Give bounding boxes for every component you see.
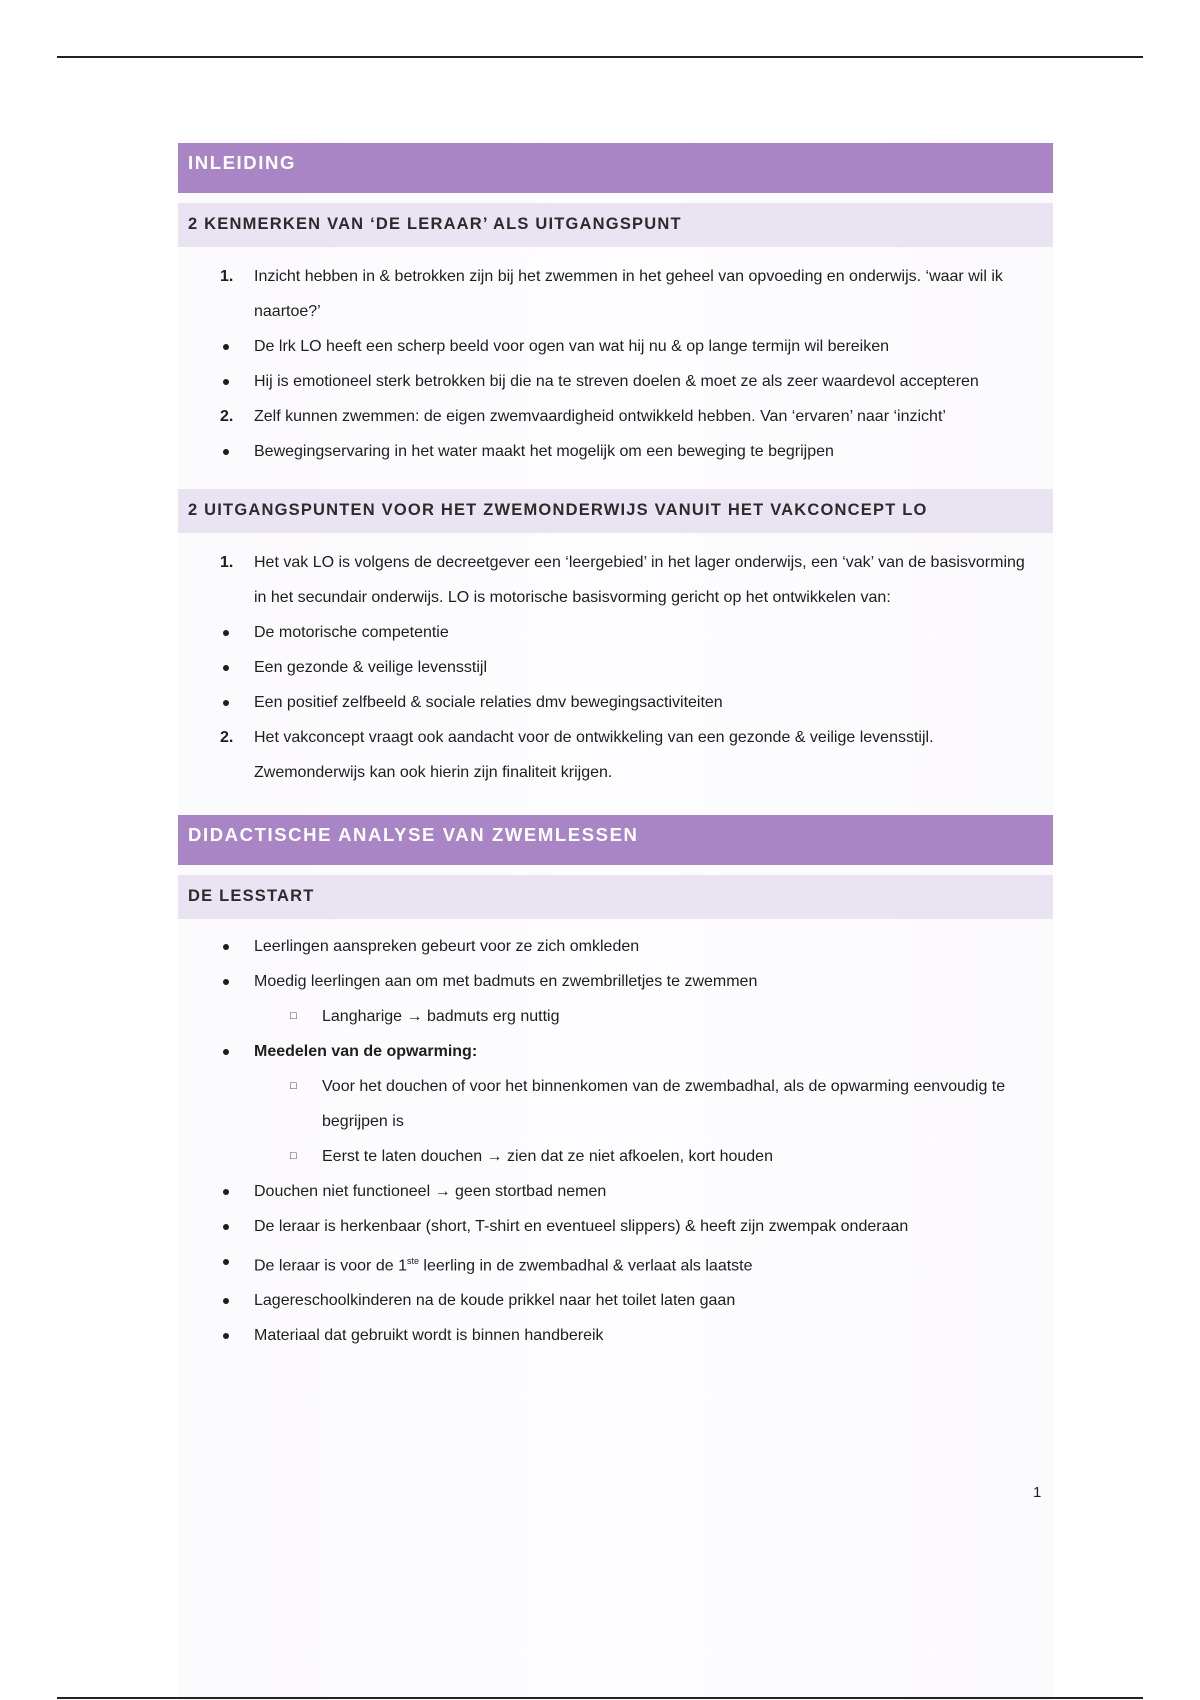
list-item xyxy=(178,1283,1053,1318)
list-item-text: Een positief zelfbeeld & sociale relaties dmv bewegingsactiviteiten xyxy=(254,694,723,711)
list-item xyxy=(178,1318,1053,1353)
list-item-text: De lrk LO heeft een scherp beeld voor ogen van wat hij nu & op lange termijn wil bereiken xyxy=(254,338,890,355)
footer-rule xyxy=(57,1697,1143,1699)
list-item-text: Meedelen van de opwarming: xyxy=(254,1043,478,1060)
list-item xyxy=(178,615,1053,650)
list-item xyxy=(178,259,1053,329)
sub-list-item xyxy=(178,1069,1053,1139)
lesstart-list xyxy=(178,929,1053,1353)
list-item xyxy=(178,720,1053,790)
bullet-icon xyxy=(223,1189,229,1195)
list-item xyxy=(178,1034,1053,1069)
list-item xyxy=(178,1244,1053,1283)
list-item xyxy=(178,1209,1053,1244)
list-item-text: Inzicht hebben in & betrokken zijn bij het zwemmen in het geheel van opvoeding en onderwijs. ‘waar wil ik naartoe?’ xyxy=(254,268,1003,320)
bullet-icon xyxy=(223,665,229,671)
square-bullet-icon: □ xyxy=(290,1150,297,1162)
number-marker: 1. xyxy=(220,268,234,285)
page-number: 1 xyxy=(1033,1484,1042,1501)
list-item-text: Langharige → badmuts erg nuttig xyxy=(322,1008,560,1025)
bullet-icon xyxy=(223,1224,229,1230)
list-item-text: De motorische competentie xyxy=(254,624,449,641)
list-item xyxy=(178,929,1053,964)
bullet-icon xyxy=(223,1259,229,1265)
list-item xyxy=(178,964,1053,999)
list-item-text-start: De leraar is voor de 1 xyxy=(254,1257,407,1275)
heading-inleiding: INLEIDING xyxy=(178,143,1053,193)
list-item-text: De leraar is herkenbaar (short, T-shirt en eventueel slippers) & heeft zijn zwempak onderaan xyxy=(254,1218,909,1235)
bullet-icon xyxy=(223,979,229,985)
bullet-icon xyxy=(223,379,229,385)
list-item-text-end: leerling in de zwembadhal & verlaat als laatste xyxy=(418,1257,753,1275)
bullet-icon xyxy=(223,1298,229,1304)
number-marker: 1. xyxy=(220,554,234,571)
bullet-icon xyxy=(223,944,229,950)
list-item xyxy=(178,685,1053,720)
list-item xyxy=(178,329,1053,364)
kenmerken-list xyxy=(178,259,1053,469)
list-item xyxy=(178,364,1053,399)
list-item-text: Het vak LO is volgens de decreetgever een ‘leergebied’ in het lager onderwijs, een ‘vak’ van de basisvorming in het secundair onderwijs. LO is motorische basisvorming gericht op het ontwikkelen van: xyxy=(254,554,1025,606)
uitgangspunten-list xyxy=(178,545,1053,790)
number-marker: 2. xyxy=(220,729,234,746)
sub-list-item xyxy=(178,999,1053,1034)
list-item-text: Bewegingservaring in het water maakt het mogelijk om een beweging te begrijpen xyxy=(254,443,834,460)
heading-kenmerken: 2 KENMERKEN VAN ‘DE LERAAR’ ALS UITGANGSPUNT xyxy=(178,203,1053,247)
heading-uitgangspunten: 2 UITGANGSPUNTEN VOOR HET ZWEMONDERWIJS VANUIT HET VAKCONCEPT LO xyxy=(178,489,1053,533)
square-bullet-icon: □ xyxy=(290,1010,297,1022)
list-item-text: Het vakconcept vraagt ook aandacht voor de ontwikkeling van een gezonde & veilige levensstijl. Zwemonderwijs kan ook hierin zijn finaliteit krijgen. xyxy=(254,729,934,781)
list-item-text: Materiaal dat gebruikt wordt is binnen handbereik xyxy=(254,1327,604,1345)
sub-list-item xyxy=(178,1139,1053,1174)
list-item-text: Lagereschoolkinderen na de koude prikkel naar het toilet laten gaan xyxy=(254,1292,736,1310)
number-marker: 2. xyxy=(220,408,234,425)
list-item-text: Eerst te laten douchen → zien dat ze niet afkoelen, kort houden xyxy=(322,1148,773,1165)
list-item-text: Moedig leerlingen aan om met badmuts en zwembrilletjes te zwemmen xyxy=(254,973,758,990)
list-item xyxy=(178,545,1053,615)
bullet-icon xyxy=(223,630,229,636)
heading-lesstart: DE LESSTART xyxy=(178,875,1053,919)
list-item xyxy=(178,1174,1053,1209)
list-item xyxy=(178,650,1053,685)
bullet-icon xyxy=(223,1049,229,1055)
document-body xyxy=(178,143,1053,1353)
list-item-text: Voor het douchen of voor het binnenkomen van de zwembadhal, als de opwarming eenvoudig te begrijpen is xyxy=(322,1078,1006,1130)
superscript-ste: ste xyxy=(406,1256,419,1266)
bullet-icon xyxy=(223,700,229,706)
list-item-text: Leerlingen aanspreken gebeurt voor ze zich omkleden xyxy=(254,938,640,955)
square-bullet-icon: □ xyxy=(290,1080,297,1092)
heading-didactische-analyse: DIDACTISCHE ANALYSE VAN ZWEMLESSEN xyxy=(178,815,1053,865)
header-rule xyxy=(57,56,1143,58)
bullet-icon xyxy=(223,344,229,350)
list-item xyxy=(178,434,1053,469)
list-item-text: Een gezonde & veilige levensstijl xyxy=(254,659,488,676)
bullet-icon xyxy=(223,449,229,455)
bullet-icon xyxy=(223,1333,229,1339)
list-item-text: Hij is emotioneel sterk betrokken bij die na te streven doelen & moet ze als zeer waardevol accepteren xyxy=(254,373,979,390)
list-item-text: Douchen niet functioneel → geen stortbad nemen xyxy=(254,1183,607,1200)
list-item xyxy=(178,399,1053,434)
list-item-text: Zelf kunnen zwemmen: de eigen zwemvaardigheid ontwikkeld hebben. Van ‘ervaren’ naar ‘inzicht’ xyxy=(254,408,946,425)
